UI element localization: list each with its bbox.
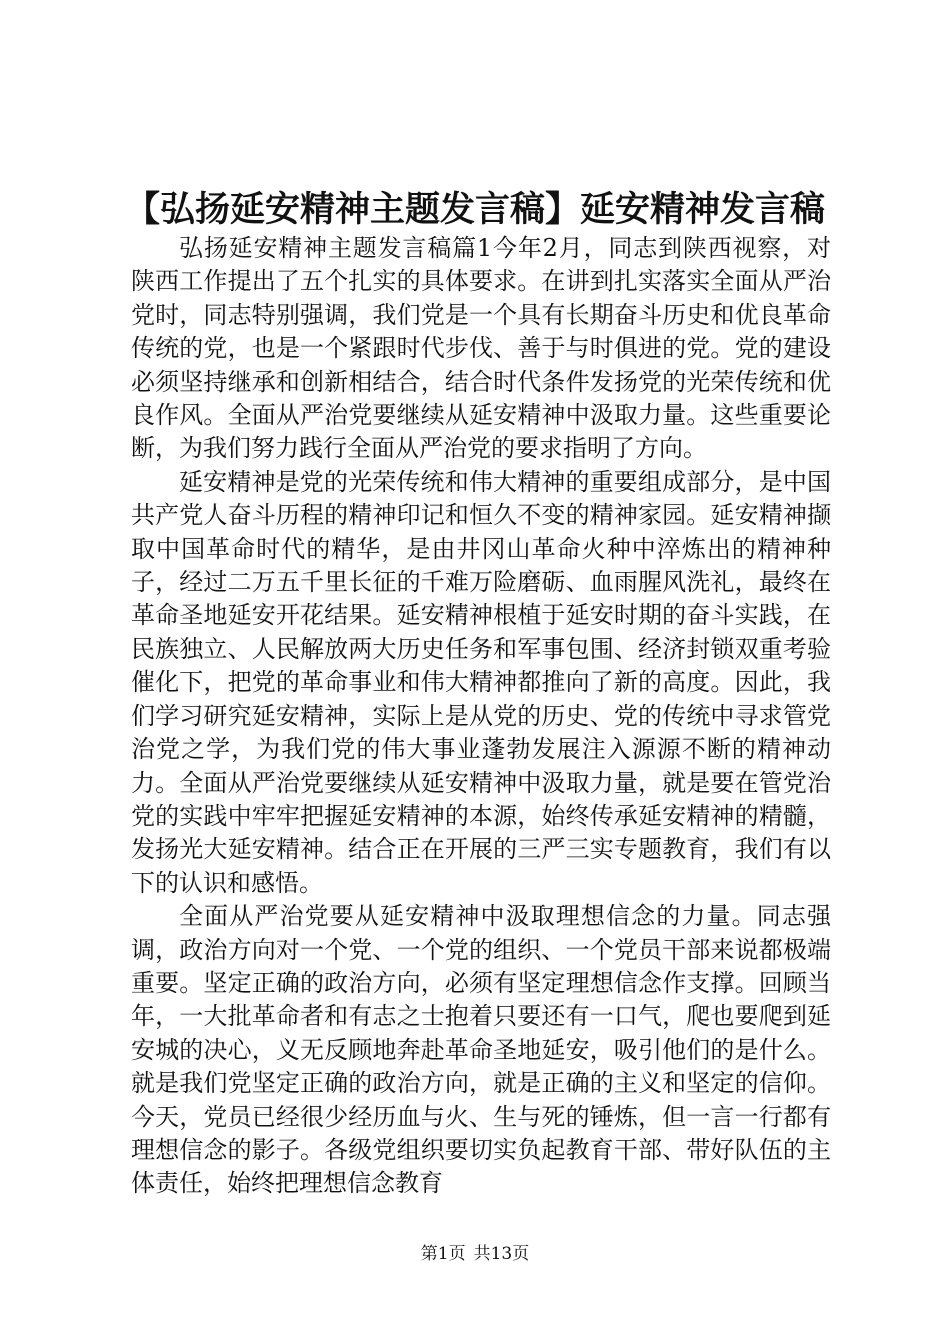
document-body bbox=[131, 232, 831, 1201]
paragraph-1: 弘扬延安精神主题发言稿篇1今年2月，同志到陕西视察，对陕西工作提出了五个扎实的具体要求。在讲到扎实落实全面从严治党时，同志特别强调，我们党是一个具有长期奋斗历史和优良革命传统的党，也是一个紧跟时代步伐、善于与时俱进的党。党的建设必须坚持继承和创新相结合，结合时代条件发扬党的光荣传统和优良作风。全面从严治党要继续从延安精神中汲取力量。这些重要论断，为我们努力践行全面从严治党的要求指明了方向。 bbox=[131, 234, 831, 463]
document-title: 【弘扬延安精神主题发言稿】延安精神发言稿 bbox=[124, 189, 825, 230]
page-total: 共13页 bbox=[473, 1244, 530, 1264]
paragraph-3: 全面从严治党要从延安精神中汲取理想信念的力量。同志强调，政治方向对一个党、一个党的组织、一个党员干部来说都极端重要。坚定正确的政治方向，必须有坚定理想信念作支撑。回顾当年，一大批革命者和有志之士抱着只要还有一口气，爬也要爬到延安城的决心，义无反顾地奔赴革命圣地延安，吸引他们的是什么。就是我们党坚定正确的政治方向，就是正确的主义和坚定的信仰。今天，党员已经很少经历血与火、生与死的锤炼，但一言一行都有理想信念的影子。各级党组织要切实负起教育干部、带好队伍的主体责任，始终把理想信念教育 bbox=[131, 902, 831, 1198]
page-footer bbox=[0, 1242, 950, 1266]
page-number: 第1页 bbox=[420, 1244, 466, 1264]
paragraph-2: 延安精神是党的光荣传统和伟大精神的重要组成部分，是中国共产党人奋斗历程的精神印记和恒久不变的精神家园。延安精神撷取中国革命时代的精华，是由井冈山革命火种中淬炼出的精神种子，经过二万五千里长征的千难万险磨砺、血雨腥风洗礼，最终在革命圣地延安开花结果。延安精神根植于延安时期的奋斗实践，在民族独立、人民解放两大历史任务和军事包围、经济封锁双重考验催化下，把党的革命事业和伟大精神都推向了新的高度。因此，我们学习研究延安精神，实际上是从党的历史、党的传统中寻求管党治党之学，为我们党的伟大事业蓬勃发展注入源源不断的精神动力。全面从严治党要继续从延安精神中汲取力量，就是要在管党治党的实践中牢牢把握延安精神的本源，始终传承延安精神的精髓，发扬光大延安精神。结合正在开展的三严三实专题教育，我们有以下的认识和感悟。 bbox=[131, 467, 831, 897]
